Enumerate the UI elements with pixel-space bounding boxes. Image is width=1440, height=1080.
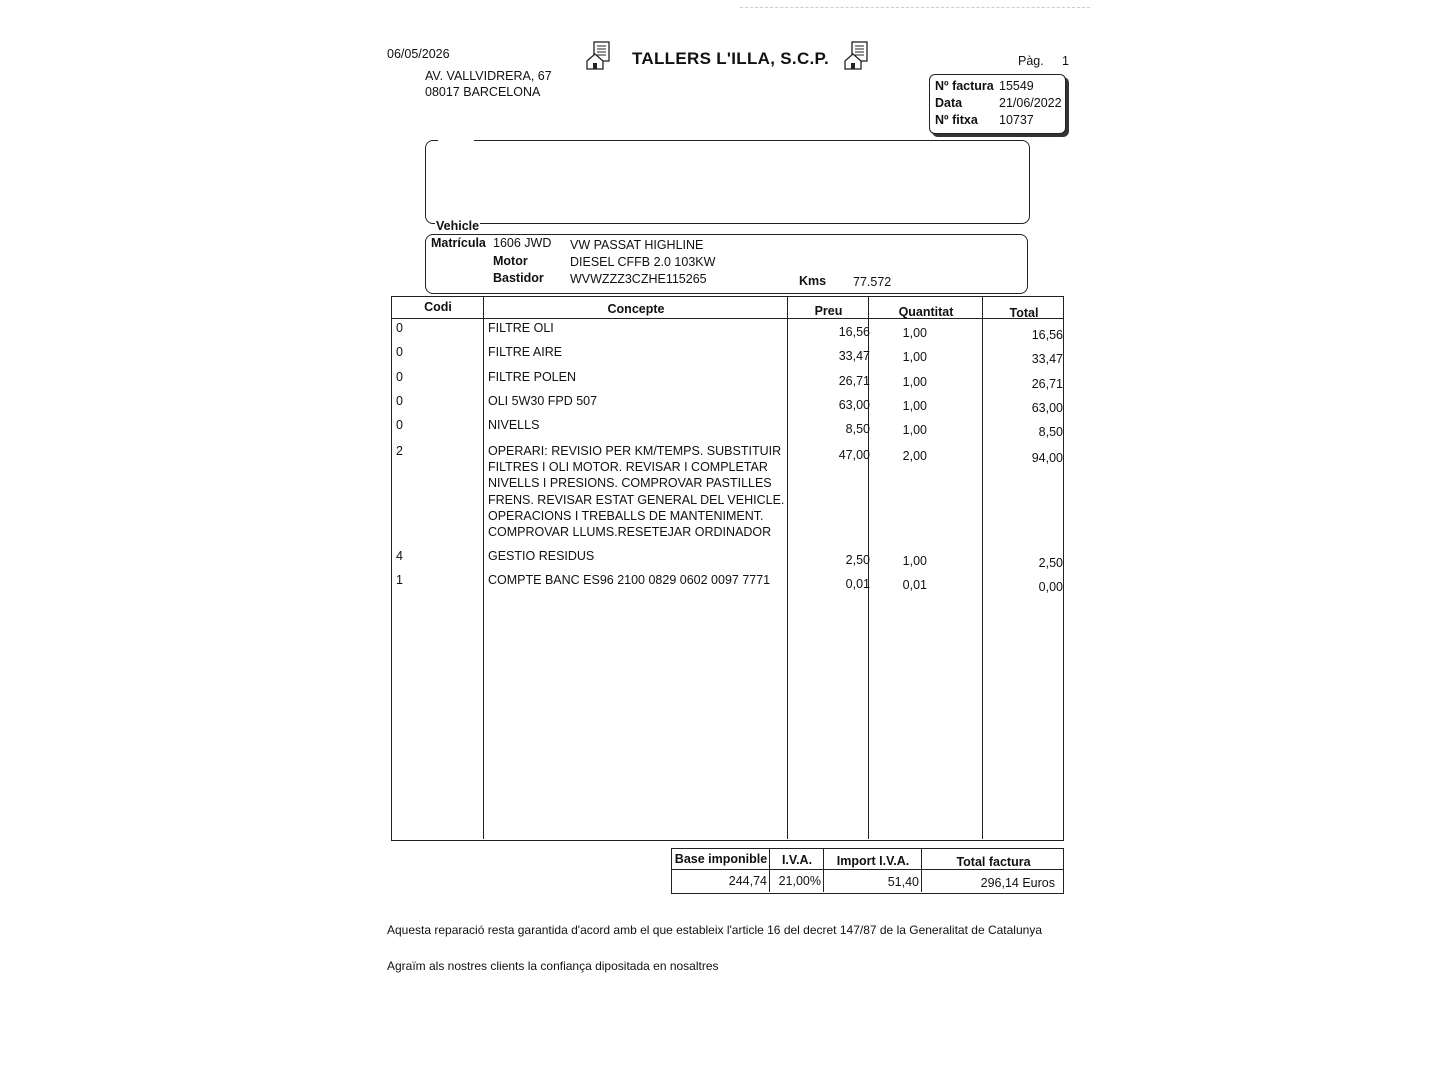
col-divider	[982, 296, 983, 839]
cell-total: 8,50	[1038, 425, 1063, 439]
company-name: TALLERS L'ILLA, S.C.P.	[632, 49, 830, 68]
cell-price: 47,00	[838, 448, 870, 462]
cell-code: 0	[396, 345, 403, 359]
client-box	[425, 140, 1030, 224]
total-value: 296,14 Euros	[980, 876, 1055, 890]
cell-code: 0	[396, 321, 403, 335]
vehicle-section-label: Vehicle	[436, 219, 480, 233]
cell-concept: FILTRE AIRE	[488, 345, 563, 359]
sheet-number-label: Nº fitxa	[935, 113, 978, 127]
address-line2: 08017 BARCELONA	[425, 85, 541, 99]
total-label: Total factura	[956, 855, 1031, 869]
cell-price: 16,56	[838, 325, 870, 339]
cell-price: 63,00	[838, 398, 870, 412]
cell-price: 26,71	[838, 374, 870, 388]
cell-price: 2,50	[845, 553, 870, 567]
client-box-gap	[438, 136, 474, 144]
plate-label: Matrícula	[431, 236, 486, 250]
totals-header-divider	[671, 869, 1064, 870]
cell-total: 16,56	[1031, 328, 1063, 342]
cell-code: 0	[396, 370, 403, 384]
cell-concept: FILTRES I OLI MOTOR. REVISAR I COMPLETAR	[488, 460, 768, 475]
cell-quantity: 1,00	[902, 326, 927, 340]
col-divider	[787, 296, 788, 839]
cell-price: 8,50	[845, 422, 870, 436]
col-header-concept: Concepte	[607, 302, 665, 316]
print-date: 06/05/2026	[387, 47, 450, 61]
cell-concept: FILTRE POLEN	[488, 370, 576, 384]
cell-concept: COMPROVAR LLUMS.RESETEJAR ORDINADOR	[488, 525, 772, 539]
cell-concept: FILTRE OLI	[488, 321, 554, 335]
vat-amount-value: 51,40	[887, 875, 919, 889]
col-header-quantity: Quantitat	[898, 305, 954, 319]
engine-label: Motor	[493, 254, 528, 268]
cell-total: 0,00	[1038, 580, 1063, 594]
cell-concept: COMPTE BANC ES96 2100 0829 0602 0097 7771	[488, 573, 771, 587]
cell-code: 1	[396, 573, 403, 587]
cell-quantity: 1,00	[902, 399, 927, 413]
warranty-text: Aquesta reparació resta garantida d'acord amb el que estableix l'article 16 del decret 147/87 de la Generalitat de Catalunya	[387, 923, 1042, 937]
kms: 77.572	[853, 275, 892, 289]
cell-quantity: 1,00	[902, 423, 927, 437]
invoice-date: 21/06/2022	[999, 96, 1062, 110]
cell-code: 0	[396, 418, 403, 432]
cell-total: 2,50	[1038, 556, 1063, 570]
vehicle-model: VW PASSAT HIGHLINE	[570, 238, 704, 252]
cell-concept: FRENS. REVISAR ESTAT GENERAL DEL VEHICLE.	[488, 492, 785, 507]
document-house-icon	[585, 41, 613, 71]
engine: DIESEL CFFB 2.0 103KW	[570, 255, 716, 269]
cell-quantity: 1,00	[902, 375, 927, 389]
cell-code: 0	[396, 394, 403, 408]
invoice-number-label: Nº factura	[935, 79, 994, 93]
cell-total: 63,00	[1031, 401, 1063, 415]
scan-edge-line	[740, 7, 1090, 8]
col-header-code: Codi	[424, 300, 452, 314]
cell-quantity: 1,00	[902, 554, 927, 568]
cell-concept: NIVELLS I PRESIONS. COMPROVAR PASTILLES	[488, 476, 772, 491]
vat-label: I.V.A.	[781, 853, 813, 867]
chassis-label: Bastidor	[493, 271, 544, 285]
page-label: Pàg.	[1018, 54, 1044, 68]
base-value: 244,74	[728, 874, 767, 888]
kms-label: Kms	[799, 274, 827, 288]
thanks-text: Agraïm als nostres clients la confiança dipositada en nosaltres	[387, 959, 719, 973]
cell-price: 33,47	[838, 349, 870, 363]
invoice-date-label: Data	[935, 96, 963, 110]
cell-concept: GESTIO RESIDUS	[488, 549, 595, 563]
col-header-total: Total	[1009, 306, 1039, 320]
cell-code: 4	[396, 549, 403, 563]
cell-price: 0,01	[845, 577, 870, 591]
col-divider	[483, 296, 484, 839]
cell-code: 2	[396, 444, 403, 458]
cell-total: 33,47	[1031, 352, 1063, 366]
totals-divider	[769, 848, 770, 892]
invoice-number: 15549	[999, 79, 1034, 93]
cell-concept: OPERARI: REVISIO PER KM/TEMPS. SUBSTITUIR	[488, 444, 782, 458]
plate: 1606 JWD	[493, 236, 552, 250]
cell-concept: OLI 5W30 FPD 507	[488, 394, 598, 408]
cell-quantity: 0,01	[902, 578, 927, 592]
sheet-number: 10737	[999, 113, 1034, 127]
cell-concept: OPERACIONS I TREBALLS DE MANTENIMENT.	[488, 508, 764, 523]
cell-quantity: 2,00	[902, 449, 927, 463]
col-header-price: Preu	[814, 304, 843, 318]
address-line1: AV. VALLVIDRERA, 67	[425, 69, 552, 83]
vat-value: 21,00%	[778, 874, 821, 888]
page-number: 1	[1062, 54, 1069, 68]
vat-amount-label: Import I.V.A.	[836, 854, 910, 868]
document-house-icon	[843, 41, 871, 71]
totals-divider	[921, 848, 922, 892]
chassis: WVWZZZ3CZHE115265	[570, 272, 707, 286]
base-label: Base imponible	[674, 852, 768, 866]
totals-divider	[823, 848, 824, 892]
cell-total: 26,71	[1031, 377, 1063, 391]
cell-concept: NIVELLS	[488, 418, 540, 432]
cell-quantity: 1,00	[902, 350, 927, 364]
cell-total: 94,00	[1031, 451, 1063, 465]
